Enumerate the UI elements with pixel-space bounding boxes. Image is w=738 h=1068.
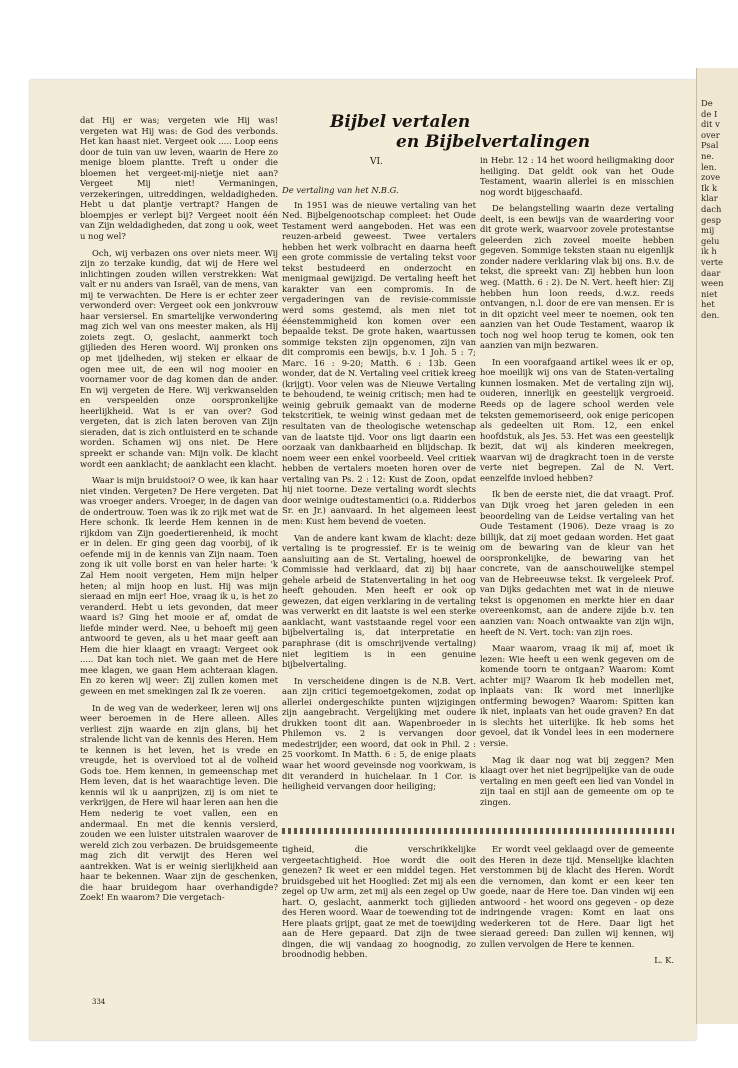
article-title — [300, 112, 640, 152]
paragraph: Ik ben de eerste niet, die dat vraagt. Prof. van Dijk vroeg het jaren geleden in een beoordeling van de Leidse vertaling van het Oude Testament (1906). Deze vraag is zo billijk, dat zij moet gedaan worden. Het gaat om de bewaring van de kleur van het oorspronkelijke, de bewaring van het concrete, van de aanschouwelijke stempel van de Hebreeuwse tekst. Ik vergeleek Prof. van Dijks gedachten met wat in de nieuwe tekst is opgenomen en merkte hier en daar overeenkomst, aan de andere zijde b.v. ten aanzien van: Noach ontwaakte van zijn wijn, heeft de N. Vert. toch: van zijn roes. — [480, 489, 674, 637]
paragraph: In een voorafgaand artikel wees ik er op, hoe moeilijk wij ons van de Staten-vertaling kunnen losmaken. Met de vertaling zijn wij, ouderen, innerlijk en geestelijk vergroeid. Reeds op de lagere school werden vele teksten gememoriseerd, ook enige pericopen als gedeelten uit Rom. 12, een enkel hoofdstuk, als Jes. 53. Het was een geestelijk bezit, dat wij als kinderen meekregen, waarvan wij de dragkracht toen in de verste verte niet begrepen. Zal de N. Vert. eenzelfde invloed hebben? — [480, 356, 674, 483]
paragraph: De belangstelling waarin deze vertaling deelt, is een bewijs van de waardering voor dit grote werk, waarvoor zovele protestantse geleerden zich zoveel moeite hebben gegeven. Sommige teksten staan nu eigenlijk zonder nadere verklaring vlak bij ons. B.v. de tekst, die spreekt van: Zij hebben hun loon weg. (Matth. 6 : 2). De N. Vert. heeft hier: Zij hebben hun loon reeds, d.w.z. reeds ontvangen, n.l. door de ere van mensen. Er is in dit opzicht veel meer te noemen, ook ten aanzien van het Oude Testament, waarop ik toch nog wel hoop terug te komen, ook ten aanzien van mijn bezwaren. — [480, 203, 674, 351]
section-subheading: De vertaling van het N.B.G. — [282, 185, 399, 195]
next-page-text-fragment: De de I dit v over Psal ne. len. zove Ik k klar dach gesp mij gelu ik h verte daar ween niet het den. — [701, 98, 724, 320]
column-left — [80, 115, 278, 909]
paragraph: Er wordt veel geklaagd over de gemeente des Heren in deze tijd. Menselijke klachten verstommen bij de klacht des Heren. Wordt die vernomen, dan komt er een keer ten goede, naar de Here toe. Dan vinden wij een antwoord - het woord ons gegeven - op deze indringende vragen: Komt en laat ons wederkeren tot de Here. Daar ligt het sieraad gereed: Dan zullen wij kennen, wij zullen vervolgen de Here te kennen. — [480, 844, 674, 949]
paragraph: Maar waarom, vraag ik mij af, moet ik lezen: Wie heeft u een wenk gegeven om de komende toorn te ontgaan? Waarom: Komt achter mij? Waarom Ik heb modellen met, inplaats van: Ik word met innerlijke ontferming bewogen? Waarom: Spitten kan ik niet, inplaats van het oude graven? En dat is slechts het uiterlijke. Ik heb soms het gevoel, dat ik Vondel lees in een modernere versie. — [480, 643, 674, 748]
paragraph: In verscheidene dingen is de N.B. Vert. aan zijn critici tegemoetgekomen, zodat op allerlei ondergeschikte punten wijzigingen zijn aangebracht. Vergelijking met oudere drukken toont dit aan. Wapenbroeder in Philemon vs. 2 is vervangen door medestrijder, een woord, dat ook in Phil. 2 : 25 voorkomt. In Matth. 6 : 5, de enige plaats waar het woord geveinsde nog voorkwam, is dit veranderd in huichelaar. In 1 Cor. is heiligheid vervangen door heiliging; — [282, 675, 476, 792]
column-middle — [282, 185, 476, 798]
paragraph: Och, wij verbazen ons over niets meer. Wij zijn zo terzake kundig, dat wij de Here wel inlichtingen zouden willen verstrekken: Wat valt er nu anders van Israël, van de mens, van mij te verwachten. De Here is er echter zeer verwonderd over: Vergeet ook een jonkvrouw haar versiersel. En smartelijke verwondering mag zich wel van ons meester maken, als Hij zoiets zegt. O, geslacht, aanmerkt toch gijlieden des Heren woord. Wij pronken ons op met ijdelheden, wij steken er elkaar de ogen mee uit, de een wil nog mooier en voornamer voor de dag komen dan de ander. En wij vergeten de Here. Wij verkwanselden en verspeelden onze oorspronkelijke heerlijkheid. Wat is er van over? God vergeten, dat is zich laten beroven van Zijn sieraden, dat is zich ontluisterd en te schande worden. Schamen wij ons niet. De Here spreekt er schande van: Mijn volk. De klacht wordt een aanklacht; de aanklacht een klacht. — [80, 247, 278, 469]
paragraph: dat Hij er was; vergeten wie Hij was! vergeten wat Hij was: de God des verbonds. Het kan haast niet. Vergeet ook ..... Loop eens door de tuin van uw leven, waarin de Here zo menige bloem plantte. Treft u onder die bloemen het vergeet-mij-nietje niet aan? Vergeet Mij niet! Vermaningen, verzekeringen, uitreddingen, weldadigheden. Hebt u dat plantje vertrapt? Hangen de bloempjes er verlept bij? Vergeet nooit één van Zijn weldadigheden, dat zong u ook, weet u nog wel? — [80, 115, 278, 242]
section-number: VI. — [370, 157, 383, 167]
paragraph: Mag ik daar nog wat bij zeggen? Men klaagt over het niet begrijpelijke van de oude vertaling en men geeft een lied van Vondel in zijn taal en stijl aan de gemeente om op te zingen. — [480, 754, 674, 807]
column-right — [480, 155, 674, 813]
paragraph: in Hebr. 12 : 14 het woord heiligmaking door heiliging. Dat geldt ook van het Oude Testament, waarin allerlei is en misschien nog wordt bijgeschaafd. — [480, 155, 674, 197]
paragraph: Waar is mijn bruidstooi? O wee, ik kan haar niet vinden. Vergeten? De Here vergeten. Dat was vroeger anders. Vroeger, in de dagen van de ondertrouw. Toen was ik zo rijk met wat de Here schonk. Ik leerde Hem kennen in de rijkdom van Zijn goedertierenheid, ik mocht er in delen. Er ging geen dag voorbij, of ik oefende mij in de kennis van Zijn naam. Toen zong ik uit volle borst en van heler harte: 'k Zal Hem nooit vergeten, Hem mijn helper heten; al mijn hoop en lust. Hij was mijn sieraad en mijn eer! Hoe, vraag ik u, is het zo veranderd. Hebt u iets gevonden, dat meer waard is? Ging het mooie er af, omdat de liefde minder werd. Nee, u behoeft mij geen antwoord te geven, als u het maar geeft aan Hem die hier klaagt en vraagt: Vergeet ook ..... Dat kan toch niet. We gaan met de Here mee klagen, we gaan Hem achteraan klagen. En zo keren wij weer: Zij zullen komen met geween en met smekingen zal Ik ze voeren. — [80, 475, 278, 696]
title-line-2: en Bijbelvertalingen — [396, 132, 591, 152]
paragraph: tigheid, die verschrikkelijke vergeetachtigheid. Hoe wordt die ooit genezen? Ik weet er een middel tegen. Het bruidsgebed uit het Hooglied: Zet mij als een zegel op Uw arm, zet mij als een zegel op Uw hart. O, geslacht, aanmerkt toch gijlieden des Heren woord. Waar de toewending tot de Here plaats grijpt, gaat ze met de toewijding aan de Here gepaard. Dat zijn de twee dingen, die wij vandaag zo hoognodig, zo broodnodig hebben. — [282, 844, 476, 960]
paragraph: In 1951 was de nieuwe vertaling van het Ned. Bijbelgenootschap compleet: het Oude Testament werd aangeboden. Het was een reuzen-arbeid geweest. Twee vertalers hebben het werk volbracht en daarna heeft een grote commissie de vertaling tekst voor tekst bestudeerd en onderzocht en menigmaal gewijzigd. De vertaling heeft het karakter van een compromis. In de vergaderingen van de revisie-commissie werd soms gestemd, als men niet tot ééenstemmigheid kon komen over een bepaalde tekst. De grote haken, waartussen sommige teksten zijn opgenomen, zijn van dit compromis een bewijs, b.v. 1 Joh. 5 : 7; Marc. 16 : 9-20; Matth. 6 : 13b. Geen wonder, dat de N. Vertaling veel critiek kreeg (krijgt). Voor velen was de Nieuwe Vertaling te behoudend, te weinig critisch; men had te weinig gebruik gemaakt van de moderne tekstcritiek, te weinig winst gedaan met de resultaten van de theologische wetenschap van de laatste tijd. Voor ons ligt daarin een oorzaak van dankbaarheid en blijdschap. Ik noem weer een enkel voorbeeld. Veel critiek hebben de vertalers moeten horen over de vertaling van Ps. 2 : 12: Kust de Zoon, opdat hij niet toorne. Deze vertaling wordt slechts door weinige oudtestamentici (o.a. Ridderbos Sr. en Jr.) aanvaard. In het algemeen leest men: Kust hem bevend de voeten. — [282, 199, 476, 526]
column-bottom-left — [282, 844, 476, 966]
ornamental-divider — [282, 828, 674, 834]
page-number: 334 — [92, 998, 106, 1006]
next-page-edge — [696, 68, 738, 1024]
title-line-1: Bijbel vertalen — [330, 112, 471, 132]
paragraph: Van de andere kant kwam de klacht: deze vertaling is te progressief. Er is te weinig aansluiting aan de St. Vertaling, hoewel de Commissie had verklaard, dat zij bij haar gehele arbeid de Statenvertaling in het oog heeft gehouden. Men heeft er ook op gewezen, dat eigen verklaring in de vertaling was verwerkt en dit laatste is wel een sterke aanklacht, want vaststaande regel voor een bijbelvertaling is, dat interpretatie en paraphrase (dit is omschrijvende vertaling) niet legitiem is in een genuine bijbelvertaling. — [282, 532, 476, 670]
paragraph: In de weg van de wederkeer, leren wij ons weer beroemen in de Here alleen. Alles verliest zijn waarde en zijn glans, bij het stralende licht van de kennis des Heren. Hem te kennen is het leven, het is vrede en vreugde, het is overvloed tot al de volheid Gods toe. Hem kennen, in gemeenschap met Hem leven, dat is het waarachtige leven. Die kennis wil ik u aanprijzen, zij is om niet te verkrijgen, de Here wil haar leren aan hen die Hem nederig te voet vallen, een en andermaal. En met die kennis versierd, zouden we een luister uitstralen waarover de wereld zich zou verbazen. De bruidsgemeente mag zich dit verwijt des Heren wel aantrekken. Wat is er weinig sierlijkheid aan haar te bekennen. Waar zijn de geschenken, die haar bruidegom haar overhandigde? Zoek! En waarom? Die vergetach- — [80, 702, 278, 903]
column-bottom-right — [480, 844, 674, 966]
author-signature: L. K. — [654, 955, 674, 966]
